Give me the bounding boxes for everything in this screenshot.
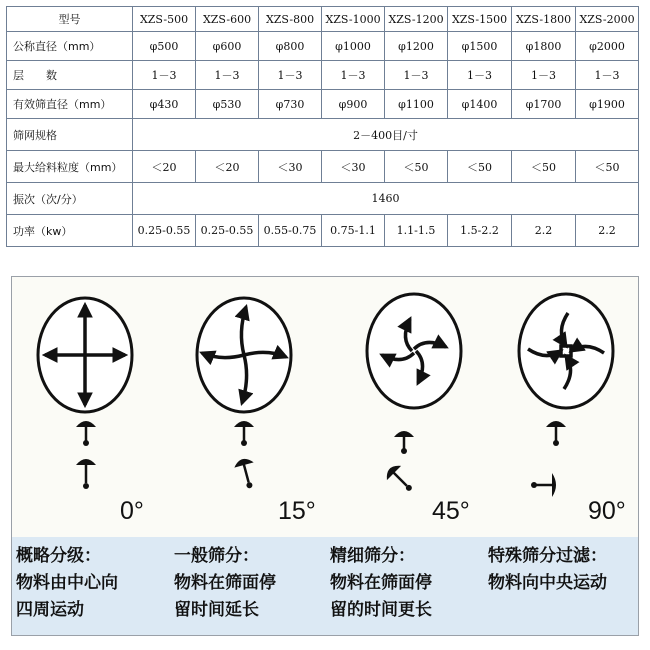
caption-fine-screening bbox=[330, 543, 432, 624]
table-cell: φ530 bbox=[196, 90, 259, 119]
table-cell: φ1200 bbox=[385, 32, 448, 61]
weight-icon-bottom bbox=[233, 457, 260, 491]
table-cell: 2.2 bbox=[512, 215, 576, 247]
table-cell: φ2000 bbox=[576, 32, 639, 61]
screen-ellipse bbox=[367, 294, 461, 408]
table-cell: ＜20 bbox=[133, 151, 196, 183]
diagram-15deg bbox=[197, 298, 291, 491]
table-cell: φ1800 bbox=[512, 32, 576, 61]
table-row bbox=[7, 32, 639, 61]
table-cell: ＜50 bbox=[512, 151, 576, 183]
header-cell: XZS-1800 bbox=[512, 7, 576, 32]
table-row bbox=[7, 183, 639, 215]
table-cell: 2.2 bbox=[576, 215, 639, 247]
table-cell: φ730 bbox=[259, 90, 322, 119]
table-cell: ＜30 bbox=[322, 151, 385, 183]
table-cell: φ600 bbox=[196, 32, 259, 61]
weight-icon-top bbox=[76, 421, 96, 446]
table-row bbox=[7, 119, 639, 151]
weight-icon-top bbox=[394, 431, 414, 454]
caption-line: 物料在筛面停 bbox=[330, 573, 432, 593]
table-cell: 1－3 bbox=[512, 61, 576, 90]
caption-special-filtering bbox=[488, 543, 607, 597]
weight-icon-bottom bbox=[76, 459, 96, 489]
motion-diagram-panel bbox=[11, 276, 639, 636]
table-cell: 1－3 bbox=[322, 61, 385, 90]
header-cell: XZS-2000 bbox=[576, 7, 639, 32]
table-cell: φ500 bbox=[133, 32, 196, 61]
diagram-0deg bbox=[38, 298, 132, 489]
caption-line: 一般筛分： bbox=[174, 546, 259, 566]
caption-line: 精细筛分： bbox=[330, 546, 415, 566]
header-cell: XZS-800 bbox=[259, 7, 322, 32]
angle-label: 45° bbox=[432, 497, 470, 525]
table-cell: φ1900 bbox=[576, 90, 639, 119]
table-cell: 1－3 bbox=[576, 61, 639, 90]
row-label: 层 数 bbox=[7, 61, 133, 90]
header-cell: XZS-500 bbox=[133, 7, 196, 32]
caption-general-screening bbox=[174, 543, 276, 624]
table-cell: 1.5-2.2 bbox=[448, 215, 512, 247]
table-cell: φ900 bbox=[322, 90, 385, 119]
row-label: 振次（次/分） bbox=[7, 183, 133, 215]
table-cell: 0.25-0.55 bbox=[133, 215, 196, 247]
angle-label: 90° bbox=[588, 497, 626, 525]
caption-coarse-grading bbox=[16, 543, 118, 624]
caption-line: 物料在筛面停 bbox=[174, 573, 276, 593]
table-row bbox=[7, 151, 639, 183]
table-cell-span: 1460 bbox=[133, 183, 639, 215]
row-label: 公称直径（mm） bbox=[7, 32, 133, 61]
table-cell: 0.75-1.1 bbox=[322, 215, 385, 247]
row-label: 有效筛直径（mm） bbox=[7, 90, 133, 119]
weight-icon-bottom bbox=[531, 473, 556, 497]
table-cell: 1－3 bbox=[133, 61, 196, 90]
table-row bbox=[7, 61, 639, 90]
table-cell: ＜50 bbox=[576, 151, 639, 183]
table-cell: 1－3 bbox=[385, 61, 448, 90]
header-cell: 型号 bbox=[7, 7, 133, 32]
caption-line: 四周运动 bbox=[16, 600, 84, 620]
caption-line: 留的时间更长 bbox=[330, 600, 432, 620]
table-cell: 1－3 bbox=[259, 61, 322, 90]
table-cell: ＜30 bbox=[259, 151, 322, 183]
angle-label: 15° bbox=[278, 497, 316, 525]
row-label: 功率（kw） bbox=[7, 215, 133, 247]
table-cell: 0.55-0.75 bbox=[259, 215, 322, 247]
weight-icon-top bbox=[234, 421, 254, 446]
header-cell: XZS-1500 bbox=[448, 7, 512, 32]
header-cell: XZS-1000 bbox=[322, 7, 385, 32]
table-cell: φ430 bbox=[133, 90, 196, 119]
angle-label: 0° bbox=[120, 497, 144, 525]
caption-line: 留时间延长 bbox=[174, 600, 259, 620]
table-row bbox=[7, 90, 639, 119]
header-cell: XZS-1200 bbox=[385, 7, 448, 32]
table-row bbox=[7, 215, 639, 247]
diagram-45deg bbox=[367, 294, 461, 497]
table-cell: φ1400 bbox=[448, 90, 512, 119]
row-label: 筛网规格 bbox=[7, 119, 133, 151]
caption-line: 物料向中央运动 bbox=[488, 573, 607, 593]
table-cell: ＜50 bbox=[385, 151, 448, 183]
header-cell: XZS-600 bbox=[196, 7, 259, 32]
table-cell: 0.25-0.55 bbox=[196, 215, 259, 247]
caption-band bbox=[12, 537, 638, 635]
table-cell: 1－3 bbox=[196, 61, 259, 90]
table-cell: 1.1-1.5 bbox=[385, 215, 448, 247]
table-cell: φ1700 bbox=[512, 90, 576, 119]
table-header-row bbox=[7, 7, 639, 32]
spec-table bbox=[6, 6, 639, 247]
table-cell: ＜20 bbox=[196, 151, 259, 183]
caption-line: 概略分级： bbox=[16, 546, 101, 566]
table-cell: ＜50 bbox=[448, 151, 512, 183]
table-cell: 1－3 bbox=[448, 61, 512, 90]
weight-icon-top bbox=[546, 421, 566, 446]
table-cell-span: 2－400目/寸 bbox=[133, 119, 639, 151]
caption-line: 特殊筛分过滤： bbox=[488, 546, 607, 566]
diagram-90deg bbox=[519, 294, 613, 497]
table-cell: φ1000 bbox=[322, 32, 385, 61]
motion-diagrams bbox=[12, 277, 638, 537]
table-cell: φ1500 bbox=[448, 32, 512, 61]
table-cell: φ1100 bbox=[385, 90, 448, 119]
table-cell: φ800 bbox=[259, 32, 322, 61]
row-label: 最大给料粒度（mm） bbox=[7, 151, 133, 183]
caption-line: 物料由中心向 bbox=[16, 573, 118, 593]
weight-icon-bottom bbox=[383, 462, 418, 497]
